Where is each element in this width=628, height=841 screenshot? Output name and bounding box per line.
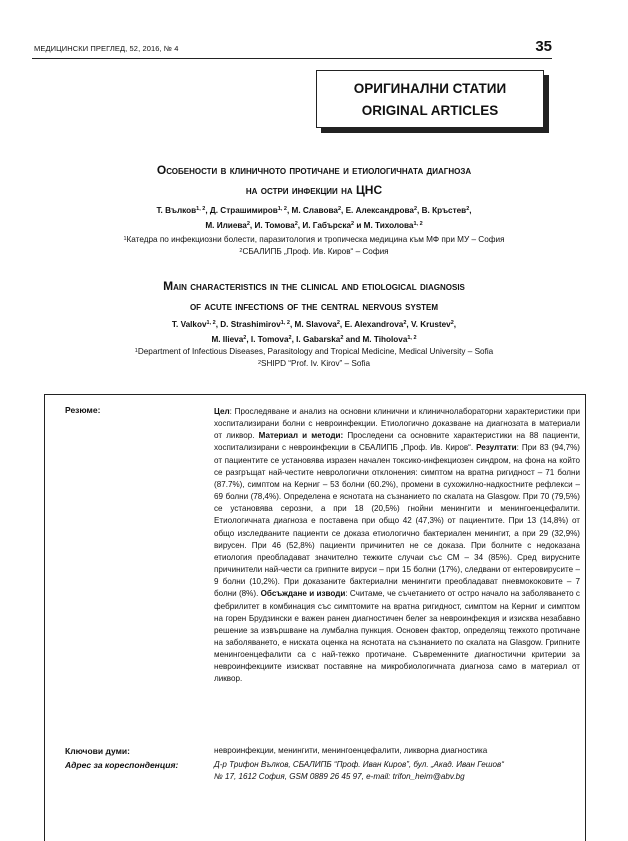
author-affiliation-mark: 2 — [403, 320, 407, 326]
section-label-box — [316, 70, 544, 128]
author-name: М. Илиева — [205, 221, 247, 230]
author-affiliation-mark: 2 — [351, 221, 355, 227]
author-name: E. Alexandrova — [344, 320, 404, 329]
section-label-en: ORIGINAL ARTICLES — [361, 103, 499, 118]
affiliation-bg-1: $^1$Катедра по инфекциозни болести, паразитология и тропическа медицина към МФ при МУ – София — [123, 235, 505, 244]
author-name: М. Славова — [291, 206, 338, 215]
author-separator: , — [291, 335, 297, 344]
abstract-body: : Проследяване и анализ на основни клинични и клиничнолабораторни характеристики при хоспитализирани болни с невроинфекции. Етиологично доказване на диагнозата в материали от ликвор. — [214, 407, 580, 441]
title-bg-line-2: на остри инфекции на ЦНС — [245, 183, 383, 197]
abstract-heading: Материал и методи: — [258, 431, 344, 441]
author-separator: и — [354, 221, 364, 230]
title-en-line-2: of acute infections of the central nervous system — [189, 299, 439, 313]
abstract-label: Резюме: — [65, 405, 101, 415]
author-affiliation-mark: 2 — [294, 221, 298, 227]
author-separator: , — [417, 206, 422, 215]
author-name: И. Томова — [254, 221, 295, 230]
correspondence-line-1: Д-р Трифон Вълков, СБАЛИПБ “Проф. Иван Киров”, бул. „Акад. Иван Гешов“ — [214, 760, 504, 769]
author-separator: , — [246, 335, 251, 344]
author-affiliation-mark: 2 — [246, 221, 250, 227]
author-separator: , — [341, 206, 346, 215]
author-affiliation-mark: 1, 2 — [413, 221, 423, 227]
keywords-value: невроинфекции, менингити, менингоенцефалити, ликворна диагностика — [214, 746, 488, 755]
author-affiliation-mark: 2 — [243, 335, 247, 341]
author-separator: , — [297, 221, 303, 230]
page-number: 35 — [535, 38, 552, 55]
affiliations-bg — [40, 234, 588, 258]
author-affiliation-mark: 1, 2 — [206, 320, 216, 326]
author-name: В. Кръстев — [421, 206, 467, 215]
author-affiliation-mark: 2 — [340, 335, 344, 341]
author-affiliation-mark: 2 — [413, 206, 418, 212]
correspondence-address — [214, 759, 574, 783]
author-name: I. Tomova — [250, 335, 289, 344]
author-separator: , — [205, 206, 210, 215]
author-affiliation-mark: 2 — [466, 206, 470, 212]
abstract-heading: Резултати — [476, 443, 517, 453]
author-name: И. Габърска — [302, 221, 352, 230]
author-separator: , — [469, 206, 472, 215]
article-title-bg — [40, 160, 588, 200]
author-separator: , — [339, 320, 345, 329]
authors-bg-line-1 — [40, 203, 588, 218]
author-affiliation-mark: 1, 2 — [277, 206, 287, 212]
author-affiliation-mark: 1, 2 — [407, 335, 417, 341]
affiliation-en-1: $^1$Department of Infectious Diseases, Parasitology and Tropical Medicine, Medical University – Sofia — [134, 347, 494, 356]
author-name: M. Ilieva — [211, 335, 244, 344]
author-separator: , — [453, 320, 457, 329]
author-separator: , — [406, 320, 411, 329]
author-name: Д. Страшимиров — [209, 206, 278, 215]
author-affiliation-mark: 2 — [450, 320, 454, 326]
abstract-body: : При 83 (94,7%) от пациентите се установява изразен начален токсико-инфекциозен синдром, на фона на който се разгръщат най-честите неврологични отклонения: симптом на вратна ригидност – 71 болни (87.7%), симптом на Керниг – 53 болни (60.2%), промени в сухожилно-надкостните рефлекси – 69 болни (78,4%). Определена е яснотата на съзнанието по скалата на Glasgow. При 70 (79,5%) се установява серозни, а при 18 (20,5%) гнойни менингити и менингоенцефалити. Етиологичната диагноза е поставена при общо 42 (47,3%) от пациентите. При 13 (14,8%) от общо изследваните пациенти се доказа етиологично бактериален менингит, а при 29 (32,9%) вирусен. При 46 (52,8%) пациенти причинител не се доказа. При болните с недоказана етиология преобладават значително тежките случаи със СМ – 34 (85%). Сред вирусните причинители най-чести са грипните вируси – при 15 болни (17%), следвани от ентеровирусите – 9 болни (10,2%). При доказаните бактериални менингити преобладават пневмококовите – 7 болни (8%). — [214, 443, 580, 599]
authors-en-line-2 — [40, 332, 588, 347]
correspondence-line-2: № 17, 1612 София, GSM 0889 26 45 97, e-mail: trifon_heim@abv.bg — [214, 772, 465, 781]
author-separator: , — [249, 221, 255, 230]
authors-bg — [40, 203, 588, 233]
author-affiliation-mark: 1, 2 — [280, 320, 290, 326]
author-name: Т. Вълков — [156, 206, 197, 215]
abstract-heading: Обсъждане и изводи — [260, 589, 346, 599]
abstract-heading: Цел — [214, 407, 230, 416]
title-en-line-1: Main characteristics in the clinical and etiological diagnosis — [163, 279, 465, 293]
author-name: M. Tiholova — [362, 335, 408, 344]
author-separator: , — [286, 206, 292, 215]
author-name: Е. Александрова — [345, 206, 414, 215]
author-affiliation-mark: 2 — [337, 206, 342, 212]
article-title-en — [40, 276, 588, 316]
author-separator: , — [289, 320, 295, 329]
authors-en — [40, 317, 588, 347]
abstract-body: Проследени са основните характеристики на 88 пациенти, хоспитализирани с невроинфекции в СБАЛИПБ „Проф. Ив. Киров“. — [214, 431, 580, 453]
author-affiliation-mark: 1, 2 — [196, 206, 206, 212]
author-separator: and — [343, 335, 363, 344]
author-name: D. Strashimirov — [220, 320, 281, 329]
affiliation-bg-2: $^2$СБАЛИПБ „Проф. Ив. Киров“ – София — [239, 247, 389, 256]
author-affiliation-mark: 2 — [336, 320, 340, 326]
author-name: M. Slavova — [294, 320, 337, 329]
header-rule — [32, 58, 552, 59]
affiliation-en-2: $^2$SHIPD “Prof. Iv. Kirov” – Sofia — [257, 359, 371, 368]
author-name: I. Gabarska — [296, 335, 341, 344]
author-separator: , — [215, 320, 221, 329]
author-affiliation-mark: 2 — [288, 335, 292, 341]
affiliations-en — [40, 346, 588, 370]
author-name: М. Тихолова — [363, 221, 414, 230]
section-label-bg: ОРИГИНАЛНИ СТАТИИ — [353, 81, 507, 96]
authors-bg-line-2 — [40, 218, 588, 233]
author-name: V. Krustev — [410, 320, 451, 329]
abstract-body: : Считаме, че съчетанието от остро начало на заболяването с фебрилитет в комбинация със симптомите на вратна ригидност, симптом на Керниг и симптом на горен Брудзински е важен ранен диагностичен белег за невроинфекция и изисква незабавно решение за извършване на лумбална пункция. Основен фактор, определящ тежкото протичане на заболяването, е ниската оценка на яснотата на съзнанието по скалата на Glasgow. Грипните менингоенцефалити са с най-тежко протичане. Съвременните диагностични критерии за невроинфекциите изискват поставяне на микробиологичната диагноза само в материал от ликвор. — [214, 589, 580, 684]
abstract-box — [44, 394, 586, 841]
title-bg-line-1: Особености в клиничното протичане и етиологичната диагноза — [156, 163, 472, 177]
running-head: МЕДИЦИНСКИ ПРЕГЛЕД, 52, 2016, № 4 — [34, 44, 179, 53]
correspondence-label: Адрес за кореспонденция: — [65, 760, 179, 770]
authors-en-line-1 — [40, 317, 588, 332]
abstract-text — [214, 406, 580, 686]
keywords-label: Ключови думи: — [65, 746, 130, 756]
author-name: T. Valkov — [171, 320, 207, 329]
